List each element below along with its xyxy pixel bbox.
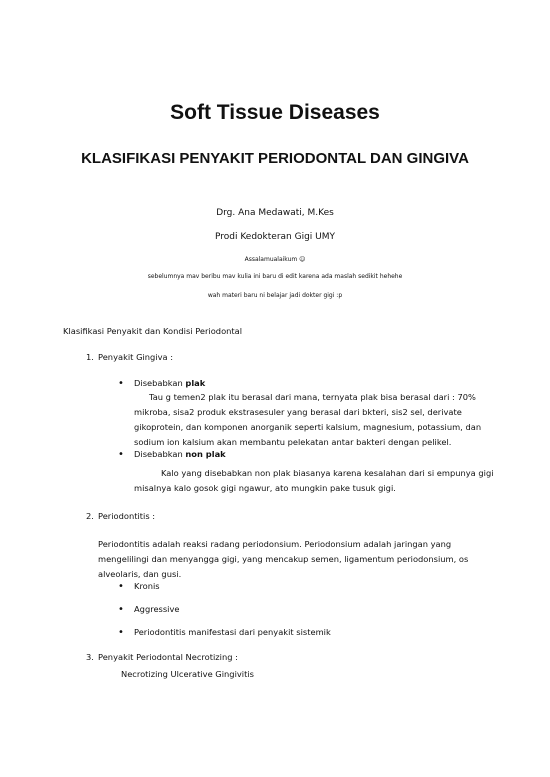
plak-text-line-4: sodium ion kalsium akan membantu pelekatan antar bakteri dengan pelikel. [134, 437, 452, 447]
periodontitis-para-line-1: Periodontitis adalah reaksi radang periodonsium. Periodonsium adalah jaringan yang [98, 539, 452, 549]
periodontitis-para-line-2: mengelilingi dan menyangga gigi, yang mencakup semen, ligamentum periodonsium, os [98, 554, 469, 564]
list-number-3: 3. [86, 652, 94, 662]
bullet-icon: • [118, 604, 124, 615]
section-heading: Klasifikasi Penyakit dan Kondisi Periodontal [63, 326, 243, 336]
plak-text-line-3: gikoprotein, dan komponen anorganik seperti kalsium, magnesium, potassium, dan [134, 422, 482, 432]
list-item-necrotizing: Penyakit Periodontal Necrotizing : [98, 652, 238, 662]
bullet-icon: • [118, 581, 124, 592]
non-plak-text-line-2: misalnya kalo gosok gigi ngawur, ato mungkin pake tusuk gigi. [134, 483, 396, 493]
list-item-periodontitis: Periodontitis : [98, 511, 156, 521]
document-subtitle: KLASIFIKASI PENYAKIT PERIODONTAL DAN GINGIVA [81, 150, 469, 167]
list-number-2: 2. [86, 511, 94, 521]
non-plak-text-line-1: Kalo yang disebabkan non plak biasanya karena kesalahan dari si empunya gigi [161, 468, 494, 478]
bullet-kronis: Kronis [134, 581, 160, 591]
study-note: wah materi baru ni belajar jadi dokter gigi :p [207, 292, 343, 299]
greeting-line: Assalamualaikum ☺ [244, 256, 306, 263]
bullet-icon: • [118, 378, 124, 389]
author-line: Drg. Ana Medawati, M.Kes [216, 208, 334, 218]
sub-item-plak: Disebabkan plak [134, 378, 206, 388]
apology-note: sebelumnya mav beribu mav kulia ini baru di edit karena ada maslah sedikit hehehe [147, 273, 403, 280]
sub-item-non-plak: Disebabkan non plak [134, 449, 226, 459]
plak-text-line-1: Tau g temen2 plak itu berasal dari mana, ternyata plak bisa berasal dari : 70% [149, 392, 476, 402]
bullet-icon: • [118, 449, 124, 460]
bullet-icon: • [118, 627, 124, 638]
bullet-periodontitis-manifestasi: Periodontitis manifestasi dari penyakit sistemik [134, 627, 331, 637]
institution-line: Prodi Kedokteran Gigi UMY [214, 232, 336, 242]
list-number-1: 1. [86, 352, 94, 362]
bullet-aggressive: Aggressive [134, 604, 180, 614]
document-title: Soft Tissue Diseases [170, 101, 380, 124]
periodontitis-para-line-3: alveolaris, dan gusi. [98, 569, 182, 579]
list-item-penyakit-gingiva: Penyakit Gingiva : [98, 352, 174, 362]
necrotizing-sub-line: Necrotizing Ulcerative Gingivitis [121, 669, 254, 679]
plak-text-line-2: mikroba, sisa2 produk ekstrasesuler yang berasal dari bkteri, sis2 sel, derivate [134, 407, 462, 417]
